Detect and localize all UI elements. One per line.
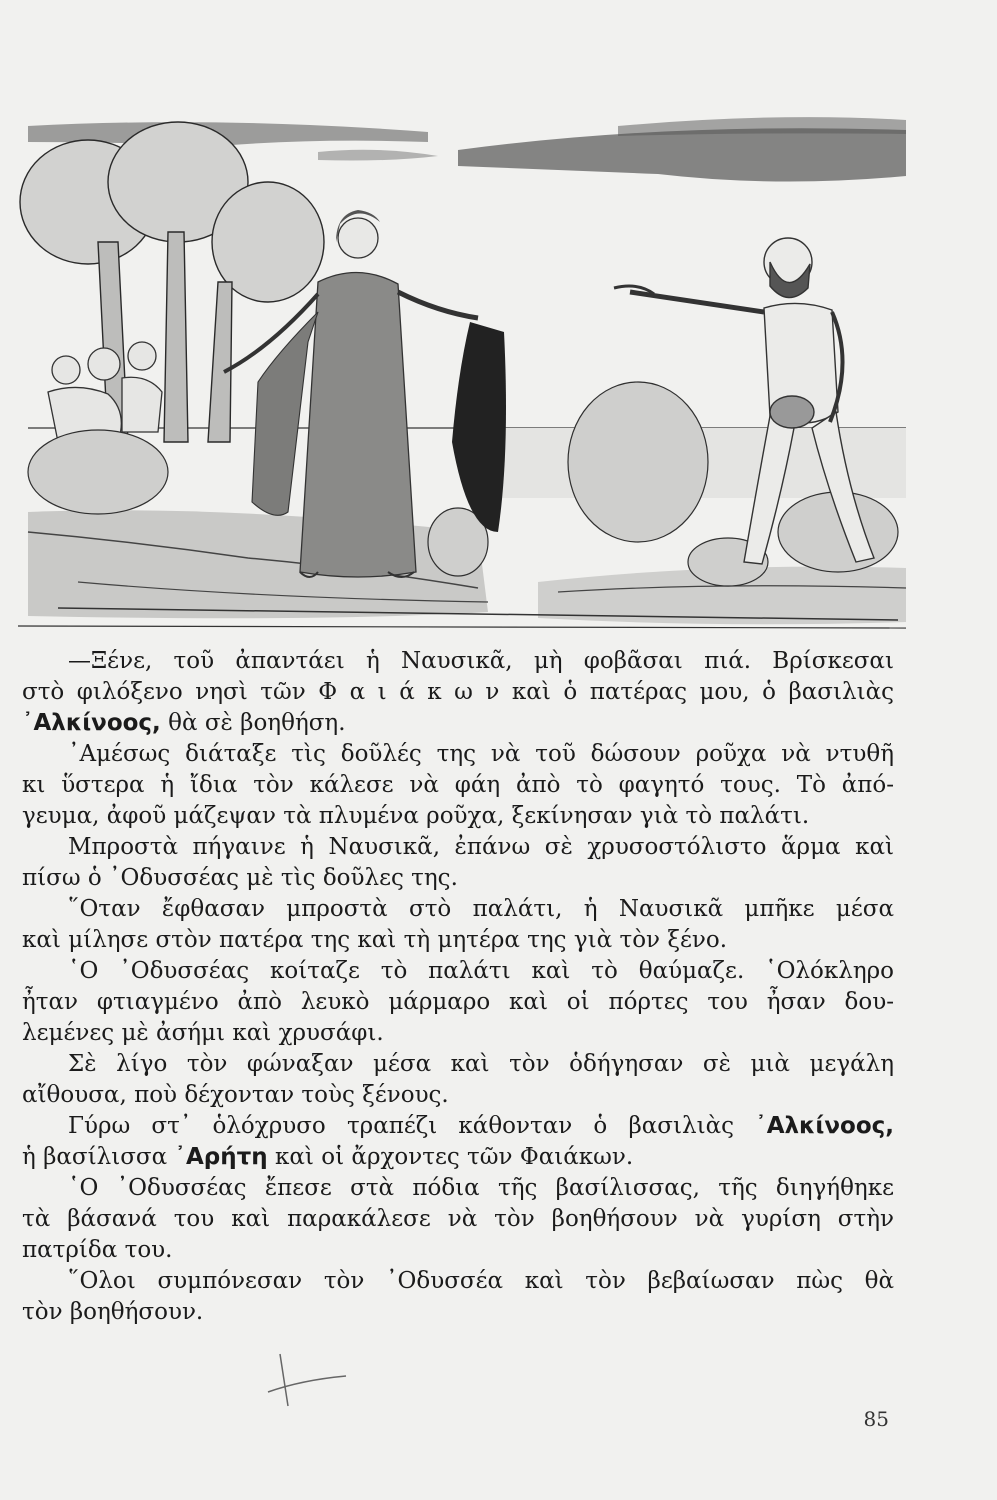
text-line: [22, 708, 894, 739]
text-line: πατρίδα του.: [22, 1237, 173, 1263]
text-line: πίσω ὁ ᾿Οδυσσέας μὲ τὶς δοῦλες της.: [22, 865, 458, 891]
pencil-mark: [262, 1350, 352, 1410]
text-line: καὶ μίλησε στὸν πατέρα της καὶ τὴ μητέρα της γιὰ τὸν ξένο.: [22, 927, 728, 953]
text-line: [22, 1111, 894, 1142]
paragraph: [22, 739, 894, 832]
text-line: [22, 1142, 894, 1173]
paragraph: [22, 1266, 894, 1328]
body-text: [22, 646, 894, 1328]
paragraph: [22, 832, 894, 894]
text-line: ἦταν φτιαγμένο ἀπὸ λευκὸ μάρμαρο καὶ οἱ πόρτες του ἦσαν δου-: [22, 989, 894, 1015]
paragraph: [22, 1049, 894, 1111]
name-arete: ᾿Αρήτη: [174, 1144, 268, 1170]
text-line: Μπροστὰ πήγαινε ἡ Ναυσικᾶ, ἐπάνω σὲ χρυσοστόλιστο ἅρμα καὶ: [68, 834, 894, 860]
nausicaa-odysseus-illustration: [18, 112, 908, 632]
text-span: καὶ οἱ ἄρχοντες τῶν Φαιάκων.: [267, 1144, 634, 1170]
name-alkinoos: ᾿Αλκίνοος,: [755, 1113, 894, 1139]
paragraph: [22, 1173, 894, 1266]
text-line: λεμένες μὲ ἀσήμι καὶ χρυσάφι.: [22, 1020, 384, 1046]
text-span: θὰ σὲ βοηθήση.: [160, 710, 346, 736]
text-line: ῾Ο ᾿Οδυσσέας κοίταζε τὸ παλάτι καὶ τὸ θαύμαζε. ῾Ολόκληρο: [68, 958, 894, 984]
text-line: ᾿Αμέσως διάταξε τὶς δοῦλές της νὰ τοῦ δώσουν ροῦχα νὰ ντυθῆ: [68, 741, 894, 767]
paragraph: [22, 894, 894, 956]
paragraph: [22, 956, 894, 1049]
text-line: ῞Ολοι συμπόνεσαν τὸν ᾿Οδυσσέα καὶ τὸν βεβαίωσαν πὼς θὰ: [68, 1268, 894, 1294]
text-line: γευμα, ἀφοῦ μάζεψαν τὰ πλυμένα ροῦχα, ξεκίνησαν γιὰ τὸ παλάτι.: [22, 803, 810, 829]
text-line: ῾Ο ᾿Οδυσσέας ἔπεσε στὰ πόδια τῆς βασίλισσας, τῆς διηγήθηκε: [68, 1175, 894, 1201]
text-span: ἡ βασίλισσα: [22, 1144, 175, 1170]
text-line: στὸ φιλόξενο νησὶ τῶν Φ α ι ά κ ω ν καὶ ὁ πατέρας μου, ὁ βασιλιὰς: [22, 679, 894, 705]
text-line: ῞Οταν ἔφθασαν μπροστὰ στὸ παλάτι, ἡ Ναυσικᾶ μπῆκε μέσα: [68, 896, 894, 922]
text-line: κι ὕστερα ἡ ἴδια τὸν κάλεσε νὰ φάη ἀπὸ τὸ φαγητό τους. Τὸ ἀπό-: [22, 772, 894, 798]
text-span: Γύρω στ᾿ ὁλόχρυσο τραπέζι κάθονταν ὁ βασιλιὰς: [68, 1113, 756, 1139]
text-line: αἴθουσα, ποὺ δέχονταν τοὺς ξένους.: [22, 1082, 449, 1108]
text-line: τὰ βάσανά του καὶ παρακάλεσε νὰ τὸν βοηθήσουν νὰ γυρίση στὴν: [22, 1206, 894, 1232]
paragraph: [22, 1111, 894, 1173]
page-number: 85: [863, 1407, 889, 1431]
text-line: Σὲ λίγο τὸν φώναξαν μέσα καὶ τὸν ὁδήγησαν σὲ μιὰ μεγάλη: [68, 1051, 894, 1077]
paragraph: [22, 646, 894, 739]
text-line: τὸν βοηθήσουν.: [22, 1299, 204, 1325]
name-alkinoos: ᾿Αλκίνοος,: [22, 710, 161, 736]
text-line: —Ξένε, τοῦ ἀπαντάει ἡ Ναυσικᾶ, μὴ φοβᾶσαι πιά. Βρίσκεσαι: [68, 648, 894, 674]
